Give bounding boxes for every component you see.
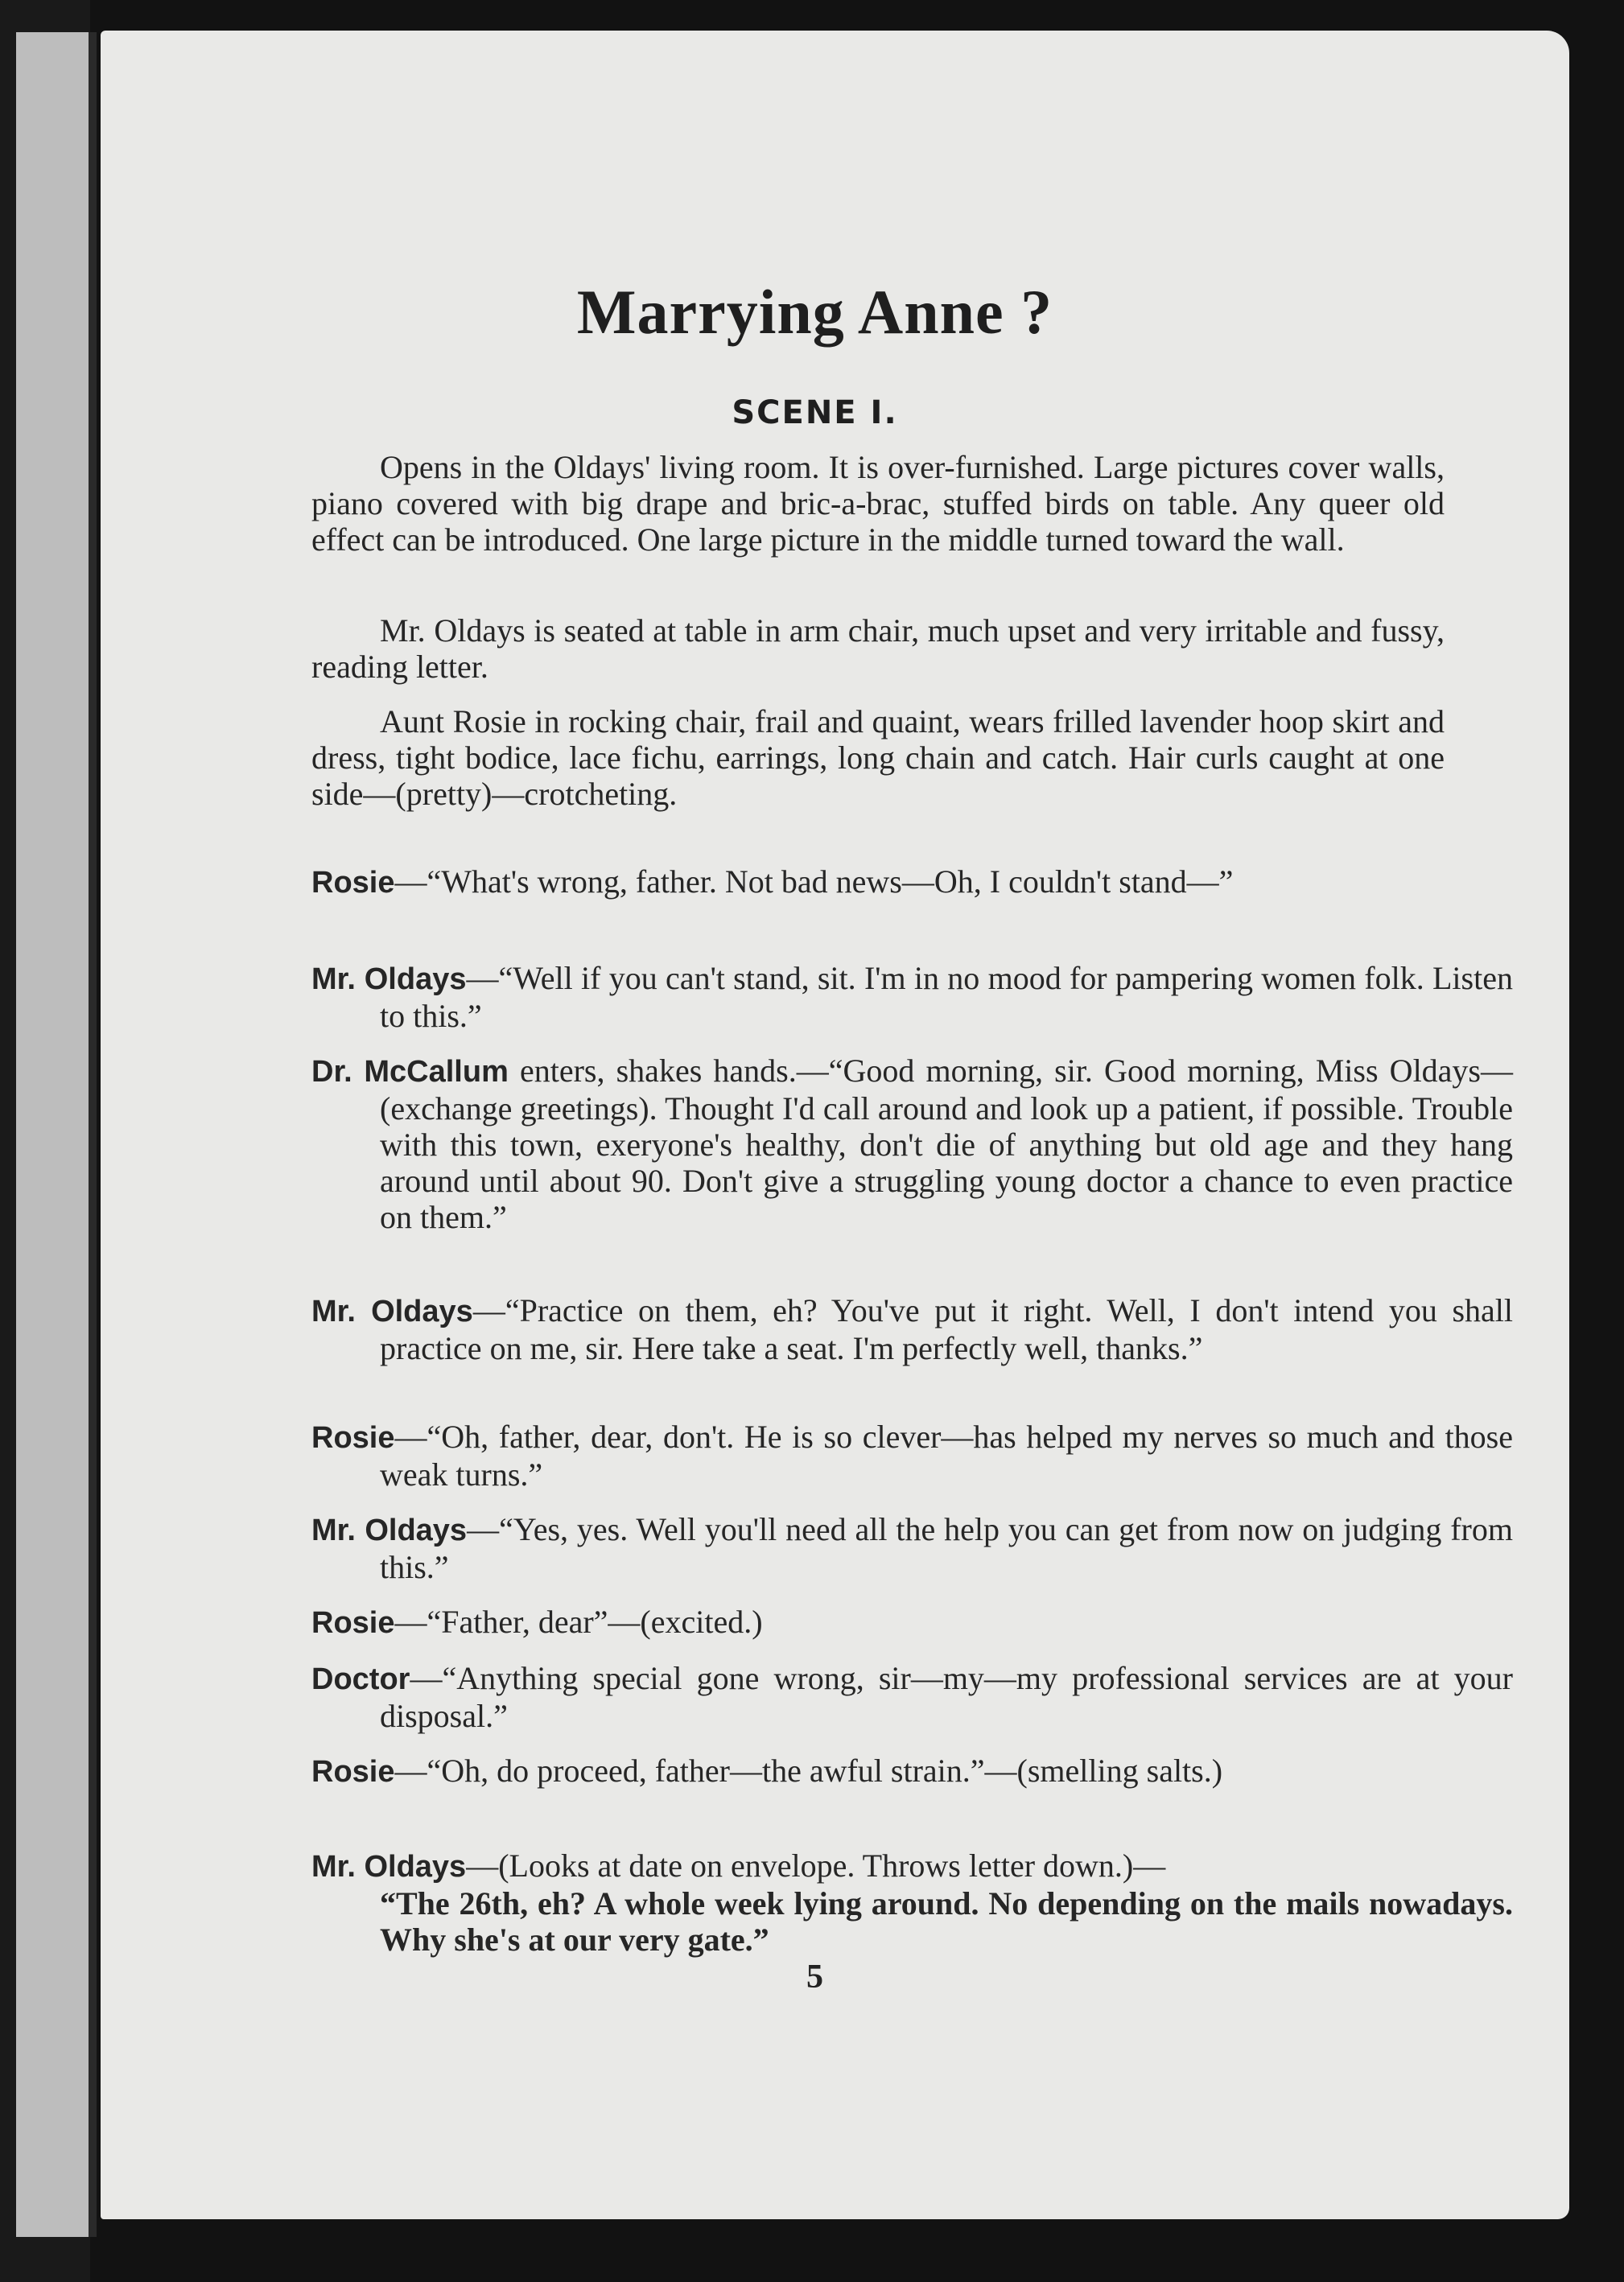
page-number: 5 [806,1959,823,1996]
dialogue-line [311,1660,1513,1734]
speaker-name: Doctor [311,1662,410,1696]
dialogue-text: —“Oh, do proceed, father—the awful strain.”—(smelling salts.) [394,1753,1223,1789]
dialogue-text: enters, shakes hands.—“Good morning, sir. Good morning, Miss Oldays—(exchange greetings). Thought I'd call around and look up a patient, if possible. Trouble with this town, exeryone's healthy, don't die of anything but old age and they hang around until about 90. Don't give a struggling young doctor a chance to even practice on them.” [380,1052,1513,1235]
dialogue-line [311,960,1513,1034]
speaker-name: Mr. Oldays [311,1295,473,1328]
dialogue-text: —“Father, dear”—(excited.) [394,1604,763,1640]
dialogue-text: —“Practice on them, eh? You've put it right. Well, I don't intend you shall practice on me, sir. Here take a seat. I'm perfectly well, thanks.” [380,1292,1513,1366]
book-page [101,31,1569,2219]
dialogue-text-continued: “The 26th, eh? A whole week lying around. No depending on the mails nowadays. Why she's at our very gate.” [380,1885,1513,1958]
dialogue-text: —(Looks at date on envelope. Throws letter down.)— [466,1847,1166,1884]
dialogue-line [311,1511,1513,1585]
dialogue-text: —“Well if you can't stand, sit. I'm in no mood for pampering women folk. Listen to this.” [380,960,1513,1034]
scene-heading: SCENE I. [732,394,898,431]
dialogue-line [311,1292,1513,1366]
speaker-name: Rosie [311,1755,395,1789]
dialogue-text: —“Yes, yes. Well you'll need all the help you can get from now on judging from this.” [380,1511,1513,1585]
speaker-name: Mr. Oldays [311,962,467,996]
stage-direction-3: Aunt Rosie in rocking chair, frail and quaint, wears frilled lavender hoop skirt and dress, tight bodice, lace fichu, earrings, long chain and catch. Hair curls caught at one side—(pretty)—crotcheting. [311,703,1445,812]
dialogue-line [311,863,1513,901]
speaker-name: Mr. Oldays [311,1850,467,1884]
dialogue-line [311,1419,1513,1493]
page-title: Marrying Anne ? [576,277,1053,347]
dialogue-line [311,1847,1513,1958]
speaker-name: Rosie [311,866,395,900]
dialogue-line [311,1753,1513,1790]
dialogue-line [311,1604,1513,1641]
speaker-name: Rosie [311,1421,395,1455]
speaker-name: Dr. McCallum [311,1055,509,1089]
speaker-name: Rosie [311,1606,395,1640]
stage-direction-2: Mr. Oldays is seated at table in arm chair, much upset and very irritable and fussy, reading letter. [311,612,1445,685]
left-page-edge [16,32,97,2237]
dialogue-text: —“Anything special gone wrong, sir—my—my professional services are at your disposal.” [380,1660,1513,1734]
dialogue-text: —“Oh, father, dear, don't. He is so clever—has helped my nerves so much and those weak turns.” [380,1419,1513,1493]
stage-direction-1: Opens in the Oldays' living room. It is over-furnished. Large pictures cover walls, piano covered with big drape and bric-a-brac, stuffed birds on table. Any queer old effect can be introduced. One large picture in the middle turned toward the wall. [311,449,1445,558]
speaker-name: Mr. Oldays [311,1514,468,1547]
dialogue-line [311,1052,1513,1235]
dialogue-text: —“What's wrong, father. Not bad news—Oh, I couldn't stand—” [394,863,1234,900]
